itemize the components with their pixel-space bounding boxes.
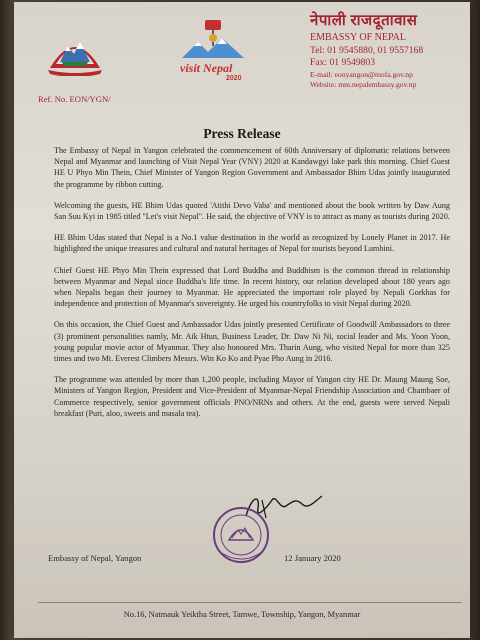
website-line[interactable]: Website: mm.nepalembassy.gov.np xyxy=(310,79,417,89)
visit-nepal-2020-logo xyxy=(172,16,254,82)
email-line[interactable]: E-mail: eonyangon@mofa.gov.np xyxy=(310,69,413,79)
paragraph: Chief Guest HE Phyo Min Thein expressed that Lord Buddha and Buddhism is the common thread in relationship between Myanmar and Nepal since Buddha's life time. In recent history, our relation developed about 180 years ago when Nepalis began their journey to Myanmar. He appreciated the important role played by Nepali Gorkhas for independence and protection of Myanmar's sovereignty. He urged his countryfolks to visit Nepal during 2020. xyxy=(54,265,450,309)
nepal-emblem-icon xyxy=(44,24,106,76)
footer-divider xyxy=(38,602,462,603)
visit-nepal-logo-year: 2020 xyxy=(226,75,242,82)
letterhead-contact xyxy=(310,10,460,90)
fax-line: Fax: 01 9549803 xyxy=(310,57,376,69)
paragraph: The programme was attended by more than 1,200 people, including Mayor of Yangon city HE Dr. Maung Maung Soe, Ministers of Yangon Region, President and Vice-President of Myanmar-Nepal Friendship Association and Chambaer of Commerce respectively, senior government officials PNO/NRNs and others. At the end, guests were served Nepali breakfast (Puri, aloo, sweets and masala tea). xyxy=(54,375,450,418)
press-release-body xyxy=(54,145,450,429)
nepali-embassy-title: नेपाली राजदूतावास xyxy=(310,13,418,29)
signoff-date: 12 January 2020 xyxy=(284,553,341,563)
paragraph: Welcoming the guests, HE Bhim Udas quoted 'Atithi Devo Vaba' and mentioned about the book written by Daw Aung San Suu Kyi in 1985 titled "Let's visit Nepal". He said, the objective of VNY is to attract as many as tourists during 2020. xyxy=(54,200,450,222)
visit-nepal-logo-text: visit Nepal xyxy=(180,61,233,75)
paragraph: The Embassy of Nepal in Yangon celebrated the commencement of 60th Anniversary of diplomatic relations between Nepal and Myanmar and launching of Visit Nepal Year (VNY) 2020 at Kandawgyi lake park this morning. Chief Guest HE U Phyo Min Thein, Chief Minister of Yangon Region Government and Ambassador Bhim Udas jointly inaugurated the programme by ribbon cutting. xyxy=(54,146,450,189)
paragraph: HE Bhim Udas stated that Nepal is a No.1 value destination in the world as recognized by Lonely Planet in 2017. He highlighted the unique treasures and cultural and natural heritages of Nepal for tourists beyond Lumbini. xyxy=(54,233,450,254)
telephone-line: Tel: 01 9545880, 01 9557168 xyxy=(310,44,424,56)
footer-address: No.16, Natmauk Yeiktha Street, Tamwe, Township, Yangon, Myanmar xyxy=(123,610,361,619)
press-release-document xyxy=(14,2,470,638)
page-title: Press Release xyxy=(203,126,281,141)
signoff-organization: Embassy of Nepal, Yangon xyxy=(48,553,142,563)
paragraph: On this occasion, the Chief Guest and Ambassador Udas jointly presented Certificate of Goodwill Ambassadors to three (3) prominent personalities namly, Mr. Aik Htun, Business Leader, Dr. Daw Ni Ni, social leader and Ms. Yoon Yoon, young popular movie actor of Myanmar. They also honoured Mrs. Tharin Aung, who visited Nepal for more than 325 times and two Mt. Everest Climbers Messrs. Win Ko Ko and Pyae Pho Aung in 2016. xyxy=(54,320,450,364)
reference-number: Ref. No. EON/YGN/ xyxy=(38,94,111,104)
embassy-name: EMBASSY OF NEPAL xyxy=(310,32,406,43)
embassy-seal-stamp xyxy=(210,504,272,570)
